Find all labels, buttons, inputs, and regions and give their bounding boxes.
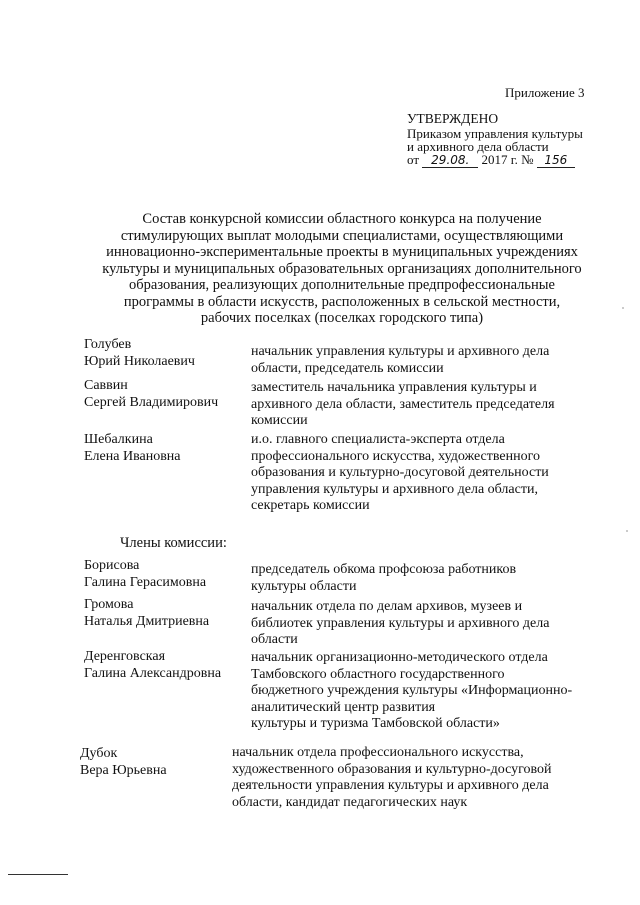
person-role [251, 380, 603, 430]
role-line: заместитель начальника управления культуры и [251, 380, 537, 395]
surname: Голубев [84, 337, 132, 352]
role-line: культуры и туризма Тамбовской области» [251, 716, 500, 731]
year-and-number-label: 2017 г. № [481, 152, 534, 167]
role-line: образования и культурно-досуговой деятельности [251, 465, 549, 480]
person-role [251, 432, 603, 515]
person-name [84, 597, 254, 630]
person-role [232, 745, 604, 811]
role-line: профессионального искусства, художественного [251, 448, 540, 464]
person-name [84, 558, 254, 591]
role-line: бюджетного учреждения культуры «Информационно- [251, 683, 573, 698]
approval-date-line [407, 153, 607, 168]
approval-order-line-1: Приказом управления культуры [407, 126, 583, 141]
title-line: Состав конкурсной комиссии областного конкурса на получение [142, 211, 542, 227]
title-line: рабочих поселках (поселках городского типа) [200, 310, 484, 326]
approval-heading: УТВЕРЖДЕНО [407, 111, 499, 126]
role-line: архивного дела области, заместитель председателя [251, 396, 555, 412]
role-line: председатель обкома профсоюза работников [251, 562, 517, 577]
role-line: секретарь комиссии [251, 498, 370, 513]
role-line: начальник управления культуры и архивного дела [251, 344, 550, 359]
given-names: Галина Александровна [84, 665, 222, 681]
given-names: Галина Герасимовна [84, 574, 207, 590]
title-line: культуры и муниципальных образовательных организациях дополнительного [102, 260, 582, 277]
role-line: области [251, 632, 298, 647]
given-names: Елена Ивановна [84, 448, 181, 464]
given-names: Сергей Владимирович [84, 394, 219, 410]
role-line: культуры области [251, 578, 357, 594]
role-line: и.о. главного специалиста-эксперта отдела [251, 432, 505, 447]
surname: Громова [84, 597, 134, 612]
title-line: образования, реализующих дополнительные предпрофессиональные [129, 277, 555, 293]
annex-label: Приложение 3 [505, 85, 585, 100]
handwritten-order-number: 156 [537, 154, 575, 168]
surname: Дубок [80, 746, 118, 761]
person-role [251, 599, 603, 649]
role-line: Тамбовского областного государственного [251, 666, 505, 682]
approval-order-line-2: и архивного дела области [407, 139, 549, 154]
surname: Шебалкина [84, 432, 153, 447]
role-line: художественного образования и культурно-досуговой [232, 761, 552, 777]
role-line: комиссии [251, 413, 308, 428]
role-line: области, председатель комиссии [251, 360, 444, 376]
surname: Саввин [84, 378, 128, 393]
given-names: Вера Юрьевна [80, 762, 167, 778]
handwritten-date: 29.08. [422, 154, 478, 168]
surname: Деренговская [84, 649, 166, 664]
document-title [86, 211, 598, 327]
title-line: инновационно-экспериментальные проекты в муниципальных учреждениях [106, 244, 578, 260]
title-line: стимулирующих выплат молодыми специалистами, осуществляющими [120, 227, 564, 244]
person-role [251, 562, 603, 595]
role-line: начальник организационно-методического отдела [251, 650, 548, 665]
role-line: начальник отдела профессионального искусства, [232, 745, 524, 760]
role-line: начальник отдела по делам архивов, музеев и [251, 599, 523, 614]
person-name [84, 378, 254, 411]
person-name [84, 432, 254, 465]
person-role [251, 650, 603, 733]
members-heading: Члены комиссии: [120, 535, 227, 551]
scan-speck [622, 307, 624, 309]
approval-block [407, 112, 607, 168]
person-role [251, 344, 603, 377]
role-line: аналитический центр развития [251, 699, 436, 715]
role-line: библиотек управления культуры и архивного дела [251, 615, 550, 631]
given-names: Юрий Николаевич [84, 353, 195, 369]
given-names: Наталья Дмитриевна [84, 613, 210, 629]
person-name [84, 337, 254, 370]
role-line: области, кандидат педагогических наук [232, 794, 468, 810]
role-line: деятельности управления культуры и архивного дела [232, 778, 549, 793]
scan-speck [626, 530, 628, 532]
date-prefix: от [407, 152, 420, 167]
person-name [80, 746, 250, 779]
title-line: программы в области искусств, расположенных в сельской местности, [123, 293, 561, 310]
role-line: управления культуры и архивного дела области, [251, 481, 538, 497]
person-name [84, 649, 254, 682]
surname: Борисова [84, 558, 140, 573]
footnote-separator [8, 874, 68, 875]
